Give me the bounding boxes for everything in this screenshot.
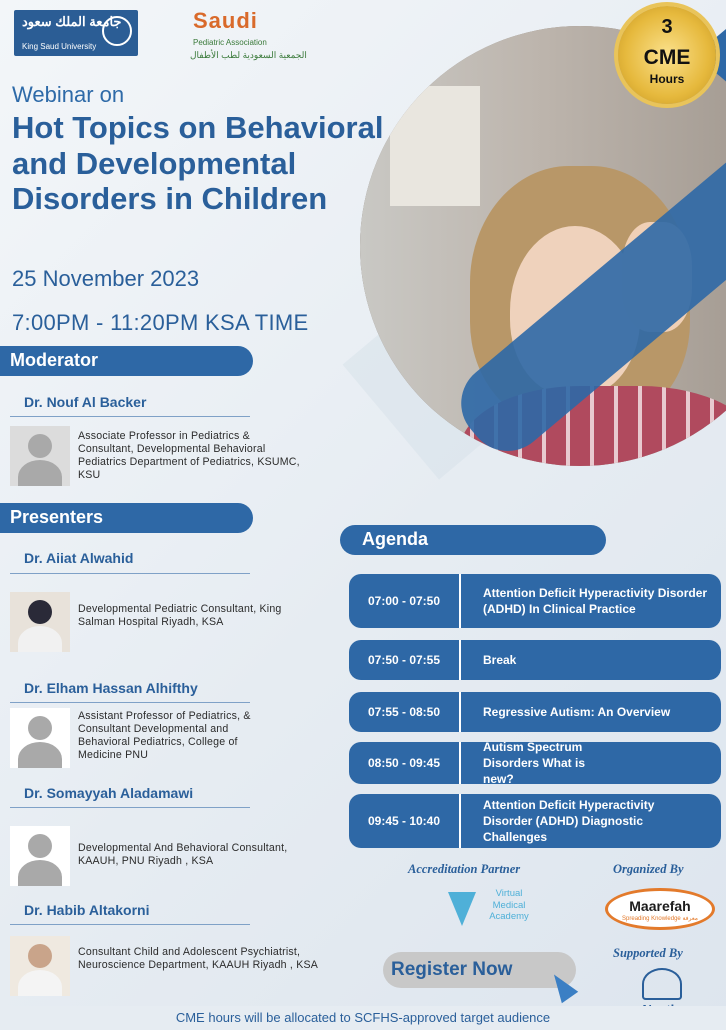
cme-hours-label: Hours bbox=[649, 72, 685, 86]
virtual-medical-academy-logo bbox=[448, 888, 538, 934]
presenter-description: Consultant Child and Adolescent Psychiatrist, Neuroscience Department, KAAUH Riyadh , KSA bbox=[78, 946, 318, 971]
divider bbox=[10, 924, 250, 925]
presenter-avatar bbox=[10, 708, 70, 768]
maarefah-name: Maarefah bbox=[629, 898, 691, 914]
spa-logo-arabic: الجمعية السعودية لطب الأطفال bbox=[190, 50, 307, 60]
footer-note: CME hours will be allocated to SCFHS-approved target audience bbox=[0, 1006, 726, 1030]
event-date: 25 November 2023 bbox=[12, 266, 200, 291]
saudi-pediatric-association-logo bbox=[190, 8, 315, 66]
spa-logo-english: Pediatric Association bbox=[193, 38, 267, 47]
divider bbox=[10, 702, 250, 703]
vma-v-icon bbox=[448, 892, 476, 926]
presenter-avatar bbox=[10, 592, 70, 652]
divider bbox=[10, 416, 250, 417]
presenter-avatar bbox=[10, 826, 70, 886]
agenda-time: 07:50 - 07:55 bbox=[349, 640, 461, 680]
page-title: Hot Topics on Behavioral and Developmental Disorders in Children bbox=[12, 110, 384, 216]
maarefah-logo bbox=[605, 888, 715, 930]
nest-icon bbox=[642, 968, 682, 1000]
register-now-button[interactable]: Register Now bbox=[383, 952, 576, 988]
ksu-logo-english: King Saud University bbox=[22, 42, 97, 51]
moderator-heading: Moderator bbox=[0, 346, 253, 376]
webinar-kicker: Webinar on bbox=[12, 82, 125, 107]
maarefah-tagline: Spreading Knowledge معرفة bbox=[622, 916, 698, 922]
ksu-logo-arabic: جامعة الملك سعود bbox=[22, 14, 122, 29]
moderator-description: Associate Professor in Pediatrics & Consultant, Developmental Behavioral Pediatrics Department of Pediatrics, KSUMC, KSU bbox=[78, 430, 300, 481]
accreditation-label: Accreditation Partner bbox=[408, 862, 521, 876]
vma-logo-text: Virtual Medical Academy bbox=[489, 888, 529, 922]
presenter-name: Dr. Habib Altakorni bbox=[24, 902, 150, 918]
agenda-time: 08:50 - 09:45 bbox=[349, 742, 461, 784]
presenter-avatar bbox=[10, 936, 70, 996]
cme-hours-number: 3 bbox=[661, 16, 673, 38]
agenda-topic: Autism Spectrum Disorders What is new? bbox=[483, 740, 586, 786]
cme-badge bbox=[618, 6, 716, 104]
ksu-seal-icon bbox=[102, 16, 132, 46]
agenda-row bbox=[349, 574, 721, 628]
presenter-description: Assistant Professor of Pediatrics, & Consultant Developmental and Behavioral Pediatrics, College of Medicine PNU bbox=[78, 710, 251, 761]
cme-label: CME bbox=[643, 46, 691, 69]
agenda-time: 07:00 - 07:50 bbox=[349, 574, 461, 628]
agenda-topic: Attention Deficit Hyperactivity Disorder (ADHD) In Clinical Practice bbox=[483, 586, 708, 616]
presenter-description: Developmental And Behavioral Consultant, KAAUH, PNU Riyadh , KSA bbox=[78, 842, 288, 867]
divider bbox=[10, 573, 250, 574]
agenda-row bbox=[349, 640, 721, 680]
agenda-row bbox=[349, 742, 721, 784]
agenda-topic: Regressive Autism: An Overview bbox=[483, 705, 671, 719]
organized-label: Organized By bbox=[613, 862, 684, 876]
event-time: 7:00PM - 11:20PM KSA TIME bbox=[12, 310, 309, 335]
ksu-logo bbox=[14, 10, 138, 56]
agenda-topic: Attention Deficit Hyperactivity Disorder (ADHD) Diagnostic Challenges bbox=[483, 798, 655, 844]
moderator-avatar bbox=[10, 426, 70, 486]
presenter-name: Dr. Elham Hassan Alhifthy bbox=[24, 680, 198, 696]
supported-label: Supported By bbox=[613, 946, 683, 960]
divider bbox=[10, 807, 250, 808]
agenda-time: 07:55 - 08:50 bbox=[349, 692, 461, 732]
presenter-name: Dr. Aiiat Alwahid bbox=[24, 550, 134, 566]
presenter-description: Developmental Pediatric Consultant, King Salman Hospital Riyadh, KSA bbox=[78, 603, 282, 628]
agenda-row bbox=[349, 794, 721, 848]
agenda-topic: Break bbox=[483, 653, 517, 667]
agenda-heading: Agenda bbox=[340, 525, 606, 555]
presenters-heading: Presenters bbox=[0, 503, 253, 533]
moderator-name: Dr. Nouf Al Backer bbox=[24, 394, 147, 410]
spa-logo-title: Saudi bbox=[193, 8, 258, 33]
agenda-row bbox=[349, 692, 721, 732]
agenda-time: 09:45 - 10:40 bbox=[349, 794, 461, 848]
presenter-name: Dr. Somayyah Aladamawi bbox=[24, 785, 194, 801]
